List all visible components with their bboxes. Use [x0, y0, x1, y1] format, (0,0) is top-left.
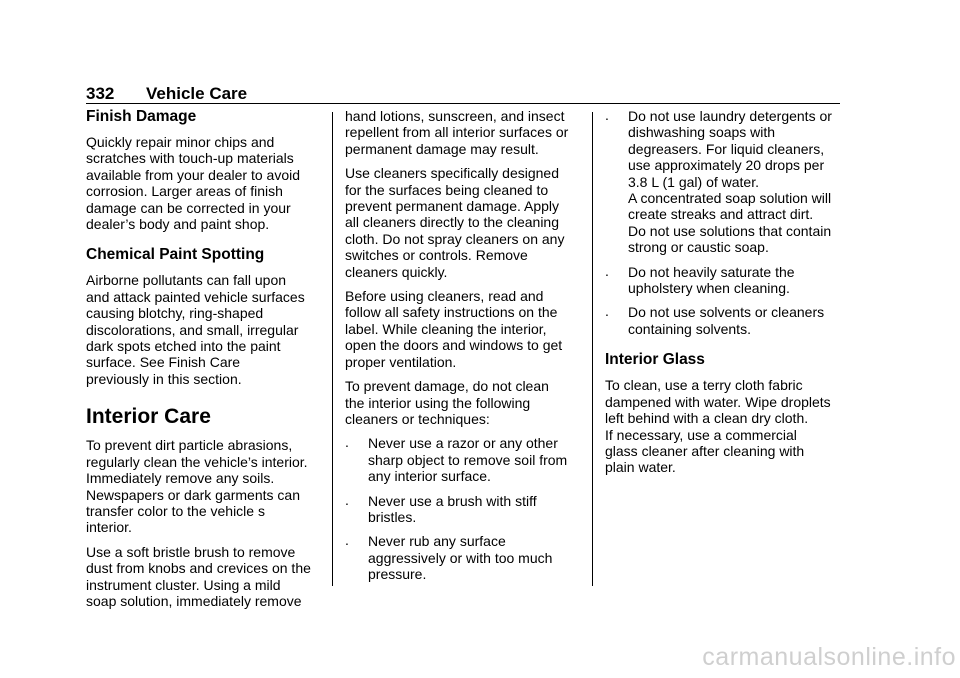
- bullet-mark: .: [605, 303, 609, 320]
- list-cleaner-cautions: [605, 108, 841, 337]
- paragraph-interior-care-1: To prevent dirt particle abrasions, regularly clean the vehicle’s interior. Immediately remove any soils. Newspapers or dark garments can transfer color to the vehicle s interior.: [86, 437, 308, 536]
- column-3: [605, 108, 841, 484]
- list-item: [605, 108, 841, 256]
- heading-interior-care: Interior Care: [86, 405, 211, 429]
- paragraph-continued: hand lotions, sunscreen, and insect repellent from all interior surfaces or permanent damage may result.: [345, 108, 569, 157]
- watermark: carmanualsonline.info: [702, 643, 956, 671]
- list-item-text: Do not use laundry detergents or dishwashing soaps with degreasers. For liquid cleaners, use approximately 20 drops per 3.8 L (1 gal) of water. A concentrated soap solution will create streaks and attract dirt. Do not use solutions that contain strong or caustic soap.: [628, 108, 832, 256]
- list-cleaning-cautions: [345, 435, 585, 582]
- column-divider-2: [592, 112, 593, 586]
- paragraph-chemical-paint-spotting: Airborne pollutants can fall upon and attack painted vehicle surfaces causing blotchy, ring-shaped discolorations, and small, irregular dark spots etched into the paint surface. See Finish Care previously in this section.: [86, 272, 305, 387]
- bullet-mark: .: [345, 434, 349, 451]
- paragraph-interior-glass: To clean, use a terry cloth fabric dampened with water. Wipe droplets left behind with a clean dry cloth. If necessary, use a commercial glass cleaner after cleaning with plain water.: [605, 377, 831, 476]
- list-item-text: Never use a brush with stiff bristles.: [368, 492, 537, 525]
- bullet-mark: .: [605, 107, 609, 123]
- page-header: [86, 84, 840, 104]
- heading-interior-glass: Interior Glass: [605, 351, 705, 369]
- list-item-text: Do not use solvents or cleaners containing solvents.: [628, 304, 825, 337]
- list-item-text: Never rub any surface aggressively or with too much pressure.: [368, 533, 553, 583]
- header-rule: [86, 103, 840, 104]
- bullet-mark: .: [605, 262, 609, 279]
- page-number: 332: [86, 84, 115, 103]
- list-item: [345, 533, 585, 582]
- paragraph-before-cleaning: Before using cleaners, read and follow all safety instructions on the label. While cleaning the interior, open the doors and windows to get proper ventilation.: [345, 288, 563, 370]
- column-1: [86, 108, 326, 617]
- heading-finish-damage: Finish Damage: [86, 108, 197, 125]
- bullet-mark: .: [345, 491, 349, 508]
- paragraph-interior-care-2: Use a soft bristle brush to remove dust from knobs and crevices on the instrument cluster. Using a mild soap solution, immediately remove: [86, 543, 311, 609]
- column-divider-1: [332, 112, 333, 586]
- paragraph-cleaners: Use cleaners specifically designed for the surfaces being cleaned to prevent permanent damage. Apply all cleaners directly to the cleaning cloth. Do not spray cleaners on any switches or controls. Remove cleaners quickly.: [345, 165, 565, 280]
- column-2: [345, 108, 585, 591]
- list-item: [345, 493, 585, 526]
- list-item: [605, 304, 841, 337]
- paragraph-finish-damage: Quickly repair minor chips and scratches with touch-up materials available from your dealer to avoid corrosion. Larger areas of finish damage can be corrected in your dealer’s body and paint shop.: [86, 134, 301, 233]
- bullet-mark: .: [345, 532, 349, 549]
- list-item-text: Do not heavily saturate the upholstery when cleaning.: [628, 263, 795, 297]
- list-item: [605, 264, 841, 297]
- paragraph-prevent-damage: To prevent damage, do not clean the interior using the following cleaners or techniques:: [345, 378, 549, 427]
- section-title: Vehicle Care: [146, 84, 248, 103]
- list-item-text: Never use a razor or any other sharp object to remove soil from any interior surface.: [368, 435, 568, 485]
- list-item: [345, 435, 585, 484]
- heading-chemical-paint-spotting: Chemical Paint Spotting: [86, 246, 265, 264]
